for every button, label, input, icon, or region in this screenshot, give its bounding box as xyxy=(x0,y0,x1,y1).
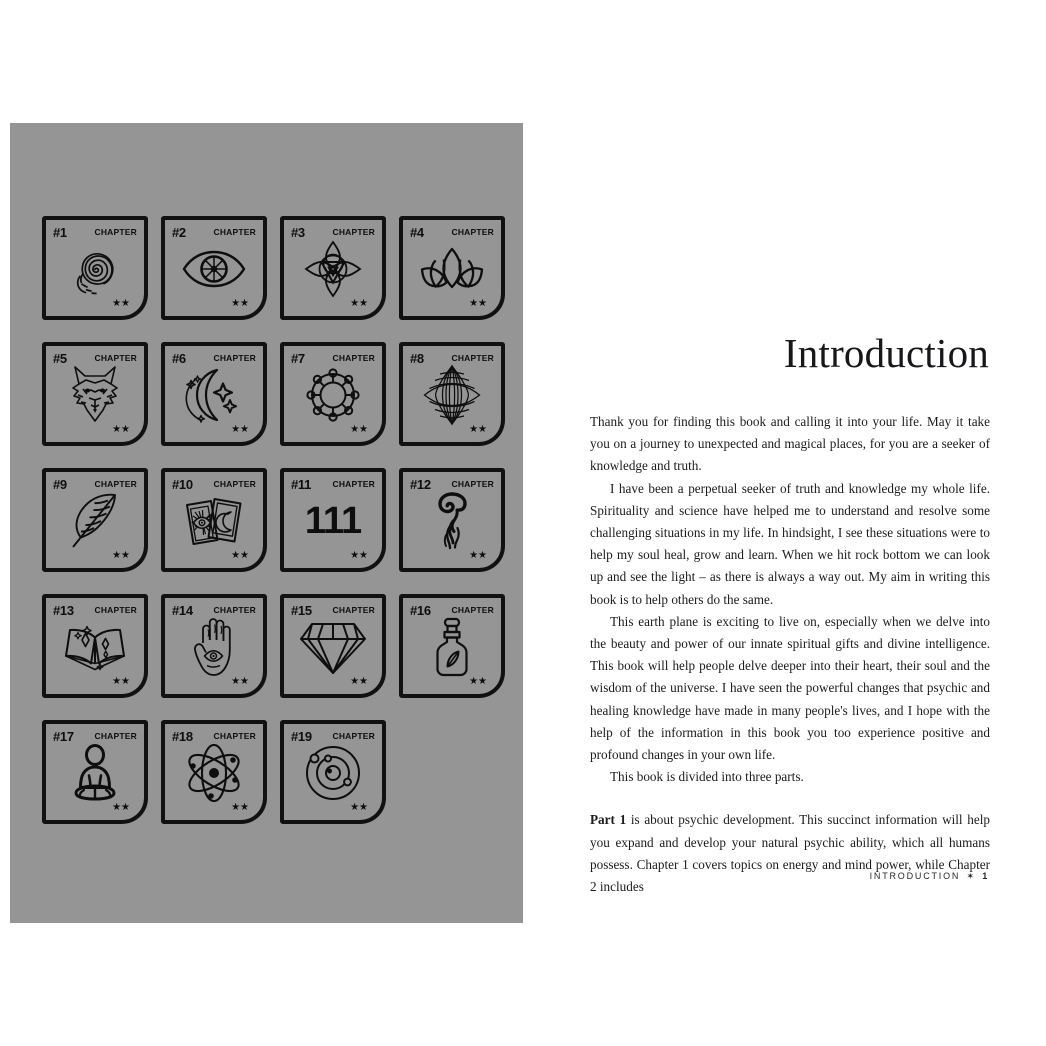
part-text: is about psychic development. This succinct information will help you expand and develop your natural psychic ability, which all humans possess. Chapter 1 covers topics on energy and mind power, while Chapter 2 includes xyxy=(590,812,990,895)
card-label: CHAPTER xyxy=(451,604,494,615)
card-header xyxy=(291,603,375,617)
card-number: #16 xyxy=(410,602,431,618)
card-stars: ★★ xyxy=(469,298,487,309)
paragraph-4: This book is divided into three parts. xyxy=(610,769,804,785)
chapter-card-19[interactable] xyxy=(280,720,386,824)
card-stars: ★★ xyxy=(112,424,130,435)
star-separator-icon: ✶ xyxy=(966,872,976,882)
paragraph-1: Thank you for finding this book and calling it into your life. May it take you on a journey to unexpected and magical places, for you are a seeker of knowledge and truth. xyxy=(590,414,990,474)
card-label: CHAPTER xyxy=(332,478,375,489)
card-header xyxy=(172,729,256,743)
root-chakra-icon xyxy=(284,239,382,298)
chapter-card-5[interactable] xyxy=(42,342,148,446)
essential-oil-bottle-icon xyxy=(403,617,501,676)
card-number: #3 xyxy=(291,224,305,240)
card-header xyxy=(410,225,494,239)
lotus-flower-icon xyxy=(403,239,501,298)
card-label: CHAPTER xyxy=(332,604,375,615)
card-label: CHAPTER xyxy=(213,352,256,363)
chapter-card-9[interactable] xyxy=(42,468,148,572)
chapter-card-18[interactable] xyxy=(161,720,267,824)
open-book-stars-icon xyxy=(46,617,144,676)
right-page xyxy=(560,123,1015,923)
chapter-card-4[interactable] xyxy=(399,216,505,320)
page-title: Introduction xyxy=(783,330,989,376)
card-number: #11 xyxy=(291,476,312,492)
card-stars: ★★ xyxy=(350,424,368,435)
chapter-card-1[interactable] xyxy=(42,216,148,320)
meditating-figure-icon xyxy=(46,743,144,802)
palmistry-hand-eye-icon xyxy=(165,617,263,676)
card-number: #14 xyxy=(172,602,193,618)
card-label: CHAPTER xyxy=(94,226,137,237)
card-label: CHAPTER xyxy=(332,352,375,363)
card-number: #13 xyxy=(53,602,74,618)
introduction-body xyxy=(590,411,990,898)
chapter-card-12[interactable] xyxy=(399,468,505,572)
paragraph-part-1 xyxy=(590,809,990,898)
card-label: CHAPTER xyxy=(213,604,256,615)
page-footer xyxy=(870,871,989,882)
card-number: #1 xyxy=(53,224,67,240)
energy-sphere-grid-icon xyxy=(403,365,501,424)
wolf-head-icon xyxy=(46,365,144,424)
card-number: #6 xyxy=(172,350,186,366)
card-label: CHAPTER xyxy=(94,478,137,489)
card-label: CHAPTER xyxy=(451,352,494,363)
card-header xyxy=(172,477,256,491)
chakra-wheel-icon xyxy=(284,365,382,424)
card-label: CHAPTER xyxy=(94,604,137,615)
card-number: #15 xyxy=(291,602,312,618)
card-number: #10 xyxy=(172,476,193,492)
card-stars: ★★ xyxy=(112,550,130,561)
card-stars: ★★ xyxy=(350,802,368,813)
card-stars: ★★ xyxy=(469,550,487,561)
card-header xyxy=(53,351,137,365)
labyrinth-spiral-icon xyxy=(46,239,144,298)
card-header xyxy=(291,351,375,365)
card-header xyxy=(291,225,375,239)
card-header xyxy=(172,351,256,365)
paragraph-3: This earth plane is exciting to live on, especially when we delve into the beauty and power of our innate spiritual gifts and divine intelligence. This book will help people delve deeper into their heart, their soul and the wisdom of the universe. I have seen the powerful changes that psychic and healing knowledge have made in many people's lives, and I hope with the help of the information in this book you too experience positive and profound changes in your own life. xyxy=(590,613,990,763)
card-number: #8 xyxy=(410,350,424,366)
chapter-card-6[interactable] xyxy=(161,342,267,446)
chapter-card-2[interactable] xyxy=(161,216,267,320)
card-label: CHAPTER xyxy=(213,226,256,237)
atom-icon xyxy=(165,743,263,802)
card-stars: ★★ xyxy=(112,802,130,813)
card-number: #7 xyxy=(291,350,305,366)
card-number: #19 xyxy=(291,728,312,744)
chapter-grid xyxy=(42,216,494,824)
card-number: #9 xyxy=(53,476,67,492)
card-header xyxy=(410,477,494,491)
card-header xyxy=(291,729,375,743)
chapter-card-13[interactable] xyxy=(42,594,148,698)
card-stars: ★★ xyxy=(469,676,487,687)
card-number: #17 xyxy=(53,728,74,744)
card-stars: ★★ xyxy=(112,676,130,687)
card-stars: ★★ xyxy=(231,802,249,813)
card-label: CHAPTER xyxy=(94,730,137,741)
left-page-panel xyxy=(10,123,523,923)
third-eye-icon xyxy=(165,239,263,298)
card-label: CHAPTER xyxy=(94,352,137,363)
card-header xyxy=(53,603,137,617)
card-stars: ★★ xyxy=(469,424,487,435)
card-stars: ★★ xyxy=(231,424,249,435)
card-number: #18 xyxy=(172,728,193,744)
card-number: #12 xyxy=(410,476,431,492)
paragraph-2: I have been a perpetual seeker of truth and knowledge my whole life. Spirituality and science have helped me to understand and resolve some challenging situations in my life. In hindsight, I see these situations were to help my soul heal, grow and learn. When we hit rock bottom we can look up and see the light – as there is always a way out. My aim in writing this book is to help others do the same. xyxy=(590,480,990,607)
card-stars: ★★ xyxy=(231,298,249,309)
chapter-card-16[interactable] xyxy=(399,594,505,698)
card-header xyxy=(291,477,375,491)
chapter-card-11[interactable] xyxy=(280,468,386,572)
card-stars: ★★ xyxy=(231,550,249,561)
chapter-card-7[interactable] xyxy=(280,342,386,446)
crescent-moon-stars-icon xyxy=(165,365,263,424)
card-label: CHAPTER xyxy=(213,478,256,489)
card-label: CHAPTER xyxy=(451,226,494,237)
page-number: 1 xyxy=(982,871,989,881)
chapter-card-8[interactable] xyxy=(399,342,505,446)
card-label: CHAPTER xyxy=(213,730,256,741)
card-stars: ★★ xyxy=(350,298,368,309)
orbit-planet-icon xyxy=(284,743,382,802)
chapter-card-3[interactable] xyxy=(280,216,386,320)
incense-smoke-icon xyxy=(403,491,501,550)
crystal-diamond-icon xyxy=(284,617,382,676)
chapter-card-15[interactable] xyxy=(280,594,386,698)
footer-section: INTRODUCTION xyxy=(869,871,961,881)
chapter-card-17[interactable] xyxy=(42,720,148,824)
feather-icon xyxy=(46,491,144,550)
card-stars: ★★ xyxy=(350,550,368,561)
card-number: #5 xyxy=(53,350,67,366)
card-label: CHAPTER xyxy=(332,730,375,741)
card-stars: ★★ xyxy=(112,298,130,309)
angel-number-111 xyxy=(284,491,382,550)
angel-number-text: 111 xyxy=(304,499,362,542)
card-header xyxy=(53,729,137,743)
card-label: CHAPTER xyxy=(451,478,494,489)
chapter-card-10[interactable] xyxy=(161,468,267,572)
card-stars: ★★ xyxy=(231,676,249,687)
card-number: #2 xyxy=(172,224,186,240)
card-header xyxy=(53,225,137,239)
card-number: #4 xyxy=(410,224,424,240)
card-header xyxy=(53,477,137,491)
card-stars: ★★ xyxy=(350,676,368,687)
part-label: Part 1 xyxy=(590,812,627,828)
card-header xyxy=(172,225,256,239)
card-label: CHAPTER xyxy=(332,226,375,237)
chapter-card-14[interactable] xyxy=(161,594,267,698)
tarot-cards-icon xyxy=(165,491,263,550)
